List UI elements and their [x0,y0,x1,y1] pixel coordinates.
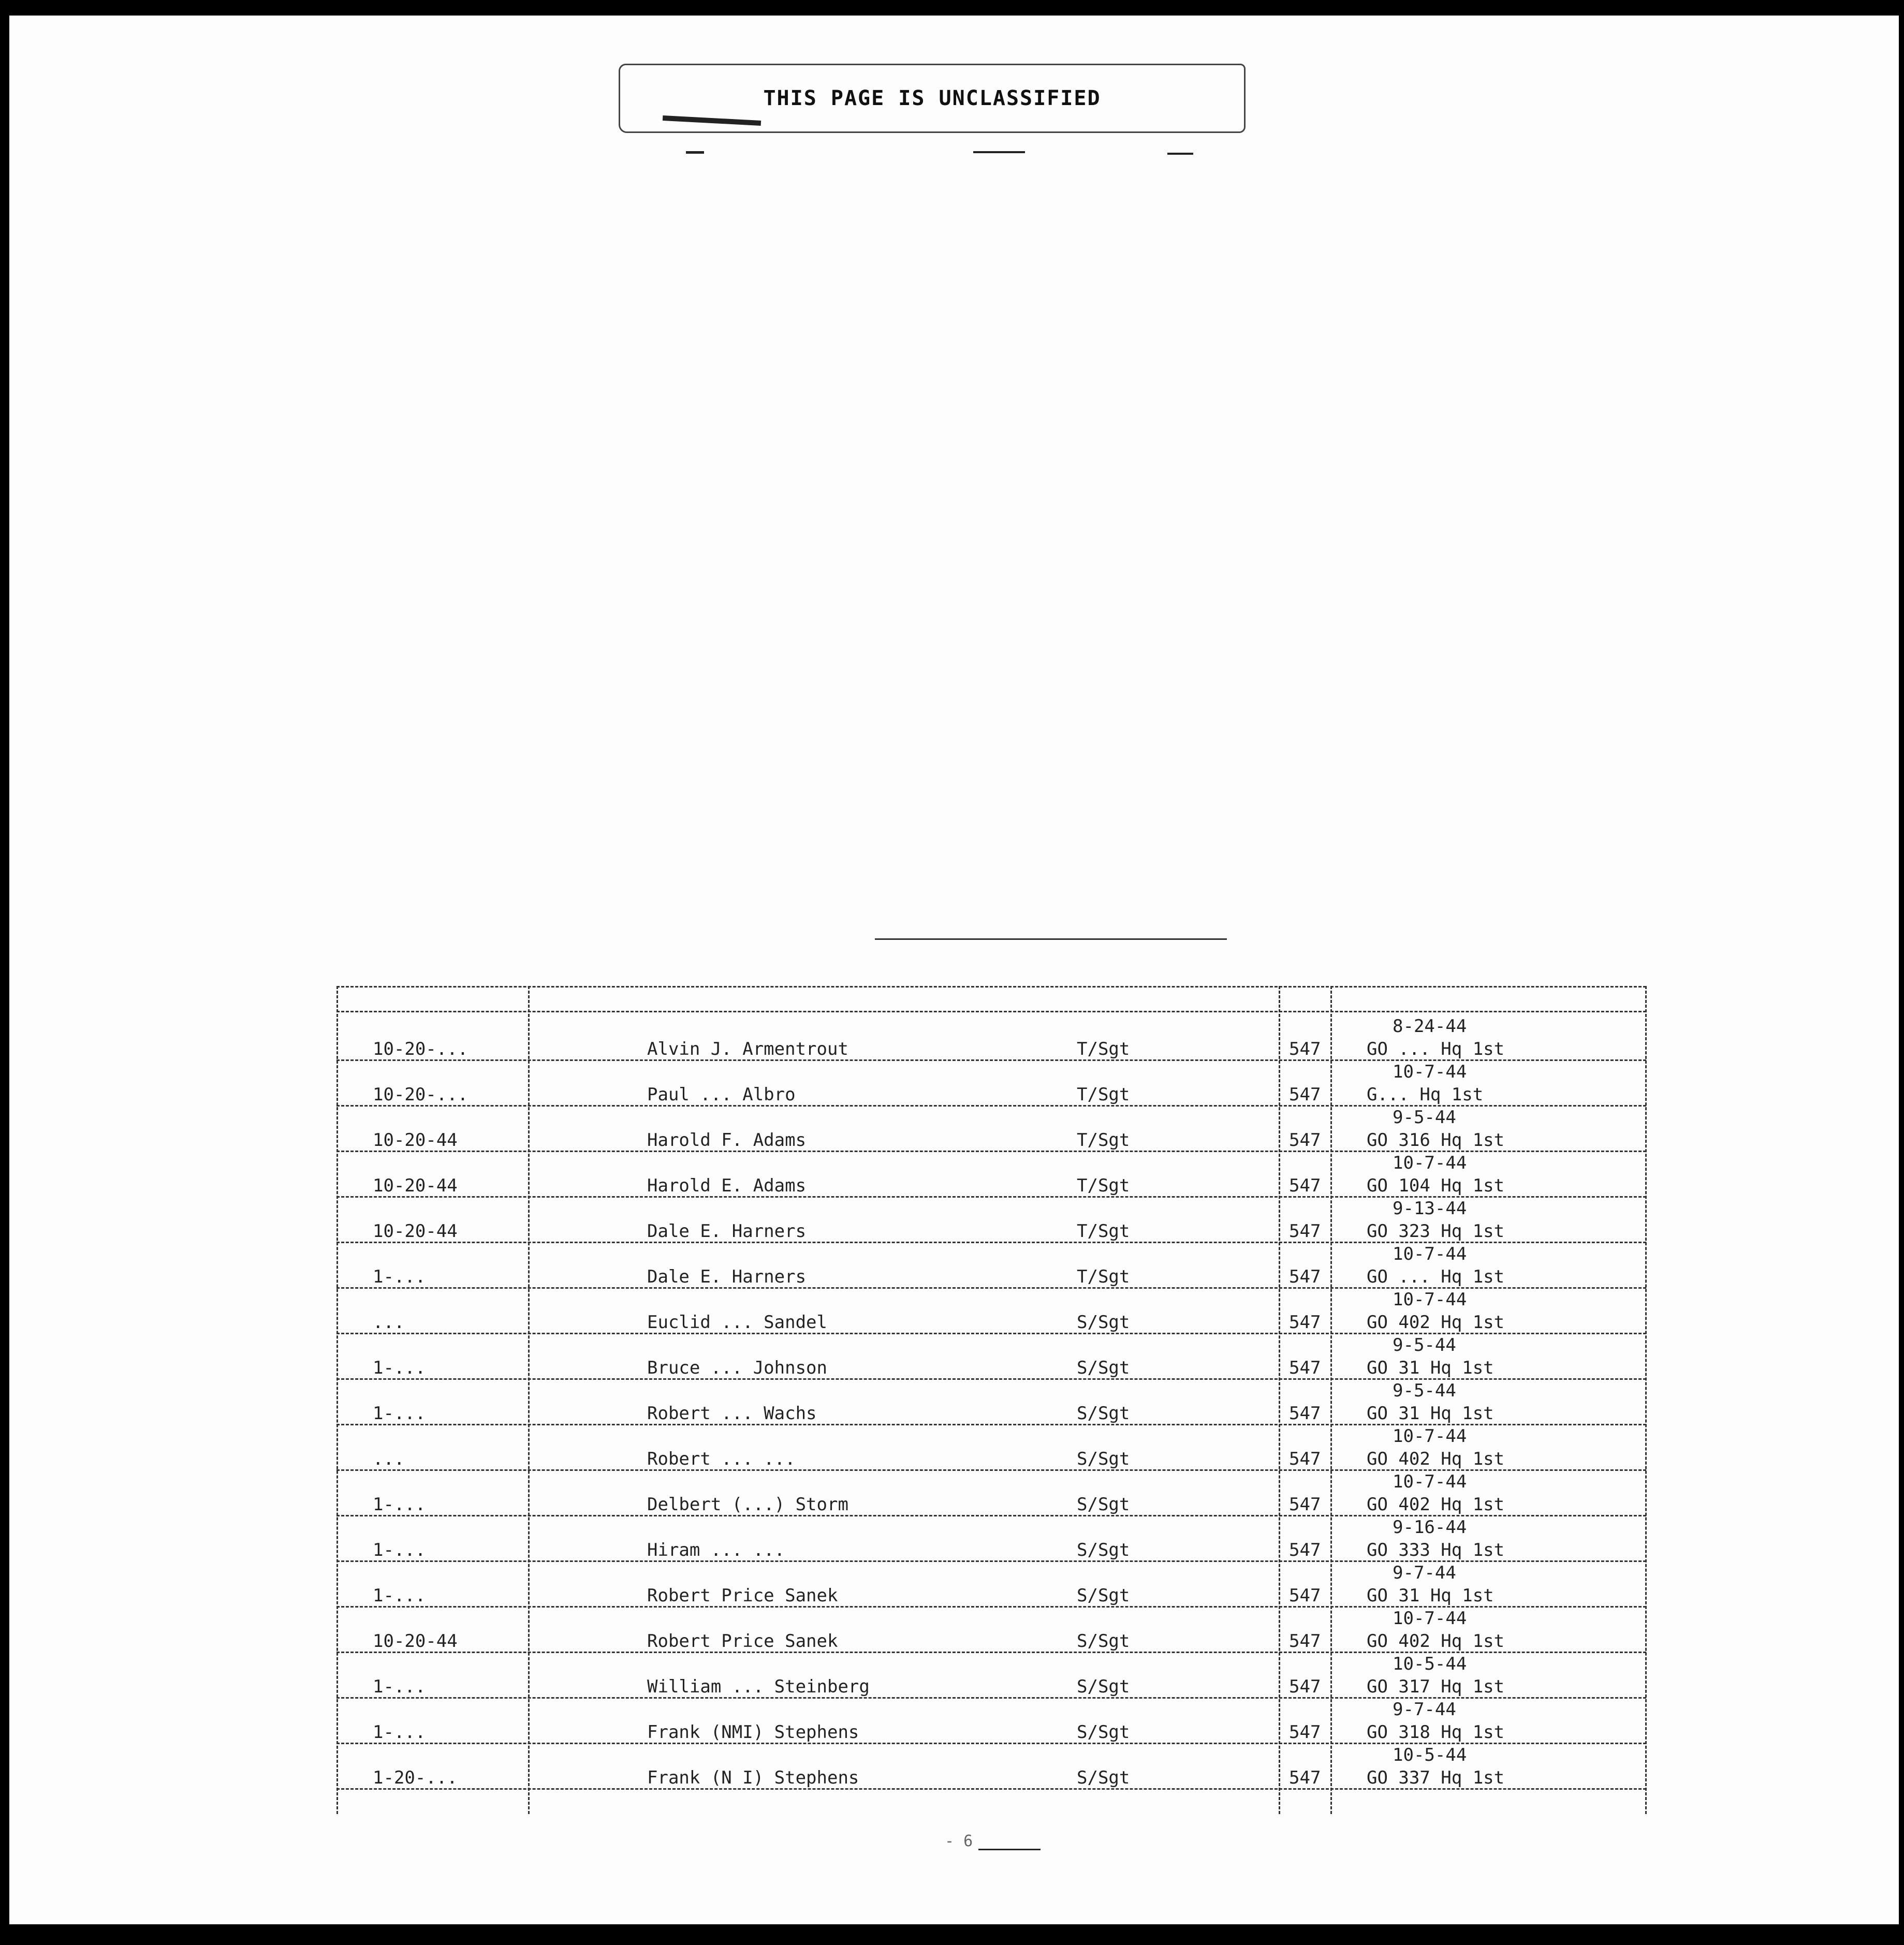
cell-date: ... [373,1449,405,1469]
row-rule [336,1743,1646,1744]
column-divider [336,986,338,1814]
row-rule [336,1287,1646,1289]
column-divider [1645,986,1647,1814]
cell-prior-date: 10-7-44 [1393,1153,1467,1173]
cell-prior-date: 10-7-44 [1393,1244,1467,1264]
cell-grade: T/Sgt [1077,1130,1130,1151]
cell-prior-date: 9-5-44 [1393,1335,1456,1355]
cell-prior-date: 10-5-44 [1393,1654,1467,1674]
cell-grade: T/Sgt [1077,1039,1130,1059]
cell-grade: S/Sgt [1077,1585,1130,1606]
cell-date: ... [373,1312,405,1333]
personnel-table [336,986,1646,1814]
scan-border [0,1924,1904,1945]
cell-date: 1-20-... [373,1767,458,1788]
row-rule [336,1242,1646,1243]
cell-grade: S/Sgt [1077,1312,1130,1333]
cell-order: GO 323 Hq 1st [1367,1221,1505,1242]
cell-name: Robert Price Sanek [647,1631,838,1652]
cell-order: GO 402 Hq 1st [1367,1494,1505,1515]
cell-unit: 547 [1289,1266,1321,1287]
cell-unit: 547 [1289,1130,1321,1151]
cell-grade: S/Sgt [1077,1358,1130,1378]
cell-grade: S/Sgt [1077,1449,1130,1469]
cell-order: GO ... Hq 1st [1367,1266,1505,1287]
cell-date: 1-... [373,1676,426,1697]
row-rule [336,1469,1646,1471]
row-rule [336,1424,1646,1425]
cell-name: Dale E. Harners [647,1221,807,1242]
row-rule [336,1606,1646,1608]
cell-grade: T/Sgt [1077,1221,1130,1242]
cell-order: GO 333 Hq 1st [1367,1540,1505,1560]
row-rule [336,1105,1646,1107]
cell-grade: S/Sgt [1077,1722,1130,1743]
cell-unit: 547 [1289,1540,1321,1560]
ink-smudge [1167,153,1193,155]
cell-unit: 547 [1289,1312,1321,1333]
cell-prior-date: 9-13-44 [1393,1198,1467,1219]
cell-order: GO 317 Hq 1st [1367,1676,1505,1697]
column-divider [528,986,530,1814]
cell-unit: 547 [1289,1039,1321,1059]
cell-unit: 547 [1289,1221,1321,1242]
cell-order: G... Hq 1st [1367,1084,1484,1105]
cell-name: Bruce ... Johnson [647,1358,827,1378]
cell-order: GO 318 Hq 1st [1367,1722,1505,1743]
cell-name: Alvin J. Armentrout [647,1039,848,1059]
cell-order: GO 337 Hq 1st [1367,1767,1505,1788]
cell-grade: S/Sgt [1077,1631,1130,1652]
cell-grade: S/Sgt [1077,1676,1130,1697]
cell-prior-date: 10-7-44 [1393,1608,1467,1629]
cell-date: 1-... [373,1494,426,1515]
cell-unit: 547 [1289,1403,1321,1424]
cell-name: Robert ... ... [647,1449,796,1469]
row-rule [336,1560,1646,1562]
header-rule [336,986,1646,988]
cell-grade: S/Sgt [1077,1494,1130,1515]
cell-date: 10-20-... [373,1084,468,1105]
cell-prior-date: 10-7-44 [1393,1471,1467,1492]
row-rule [336,1515,1646,1516]
cell-name: Frank (NMI) Stephens [647,1722,859,1743]
cell-date: 1-... [373,1266,426,1287]
cell-name: Dale E. Harners [647,1266,807,1287]
row-rule [336,1059,1646,1061]
cell-date: 1-... [373,1540,426,1560]
cell-unit: 547 [1289,1722,1321,1743]
row-rule [336,1333,1646,1334]
cell-date: 1-... [373,1585,426,1606]
cell-grade: T/Sgt [1077,1266,1130,1287]
cell-prior-date: 9-5-44 [1393,1380,1456,1401]
cell-order: GO 31 Hq 1st [1367,1358,1494,1378]
ink-smudge [973,151,1025,153]
cell-grade: T/Sgt [1077,1084,1130,1105]
row-rule [336,1652,1646,1653]
cell-name: Harold E. Adams [647,1175,807,1196]
cell-prior-date: 9-7-44 [1393,1699,1456,1720]
row-rule [336,1788,1646,1790]
ink-smudge [686,151,704,154]
cell-prior-date: 10-5-44 [1393,1745,1467,1765]
row-rule [336,1378,1646,1380]
cell-prior-date: 8-24-44 [1393,1016,1467,1037]
column-divider [1279,986,1280,1814]
header-rule [336,1011,1646,1012]
cell-order: GO 31 Hq 1st [1367,1585,1494,1606]
cell-order: GO 402 Hq 1st [1367,1631,1505,1652]
page-number-underline [978,1849,1041,1850]
cell-name: Delbert (...) Storm [647,1494,848,1515]
stamp-text: THIS PAGE IS UNCLASSIFIED [763,86,1101,110]
cell-unit: 547 [1289,1175,1321,1196]
cell-order: GO 31 Hq 1st [1367,1403,1494,1424]
cell-name: Hiram ... ... [647,1540,785,1560]
cell-grade: T/Sgt [1077,1175,1130,1196]
cell-prior-date: 9-5-44 [1393,1107,1456,1128]
cell-date: 10-20-44 [373,1175,458,1196]
cell-prior-date: 10-7-44 [1393,1289,1467,1310]
cell-name: Euclid ... Sandel [647,1312,827,1333]
cell-unit: 547 [1289,1631,1321,1652]
cell-unit: 547 [1289,1585,1321,1606]
cell-unit: 547 [1289,1358,1321,1378]
cell-order: GO ... Hq 1st [1367,1039,1505,1059]
cell-date: 10-20-44 [373,1130,458,1151]
cell-name: Paul ... Albro [647,1084,796,1105]
row-rule [336,1151,1646,1152]
cell-unit: 547 [1289,1767,1321,1788]
cell-name: William ... Steinberg [647,1676,870,1697]
cell-order: GO 104 Hq 1st [1367,1175,1505,1196]
title-underline [875,938,1227,940]
cell-date: 1-... [373,1403,426,1424]
cell-date: 1-... [373,1722,426,1743]
cell-prior-date: 10-7-44 [1393,1062,1467,1082]
cell-prior-date: 9-7-44 [1393,1563,1456,1583]
cell-grade: S/Sgt [1077,1540,1130,1560]
cell-date: 10-20-44 [373,1631,458,1652]
cell-order: GO 316 Hq 1st [1367,1130,1505,1151]
cell-name: Frank (N I) Stephens [647,1767,859,1788]
cell-order: GO 402 Hq 1st [1367,1449,1505,1469]
cell-prior-date: 10-7-44 [1393,1426,1467,1447]
cell-unit: 547 [1289,1084,1321,1105]
cell-name: Robert ... Wachs [647,1403,817,1424]
row-rule [336,1697,1646,1699]
cell-grade: S/Sgt [1077,1403,1130,1424]
cell-date: 10-20-... [373,1039,468,1059]
cell-unit: 547 [1289,1494,1321,1515]
cell-date: 1-... [373,1358,426,1378]
cell-grade: S/Sgt [1077,1767,1130,1788]
cell-prior-date: 9-16-44 [1393,1517,1467,1538]
page-number: - 6 [945,1832,973,1850]
cell-name: Harold F. Adams [647,1130,807,1151]
cell-name: Robert Price Sanek [647,1585,838,1606]
cell-order: GO 402 Hq 1st [1367,1312,1505,1333]
cell-unit: 547 [1289,1449,1321,1469]
row-rule [336,1196,1646,1198]
cell-unit: 547 [1289,1676,1321,1697]
cell-date: 10-20-44 [373,1221,458,1242]
column-divider [1330,986,1332,1814]
